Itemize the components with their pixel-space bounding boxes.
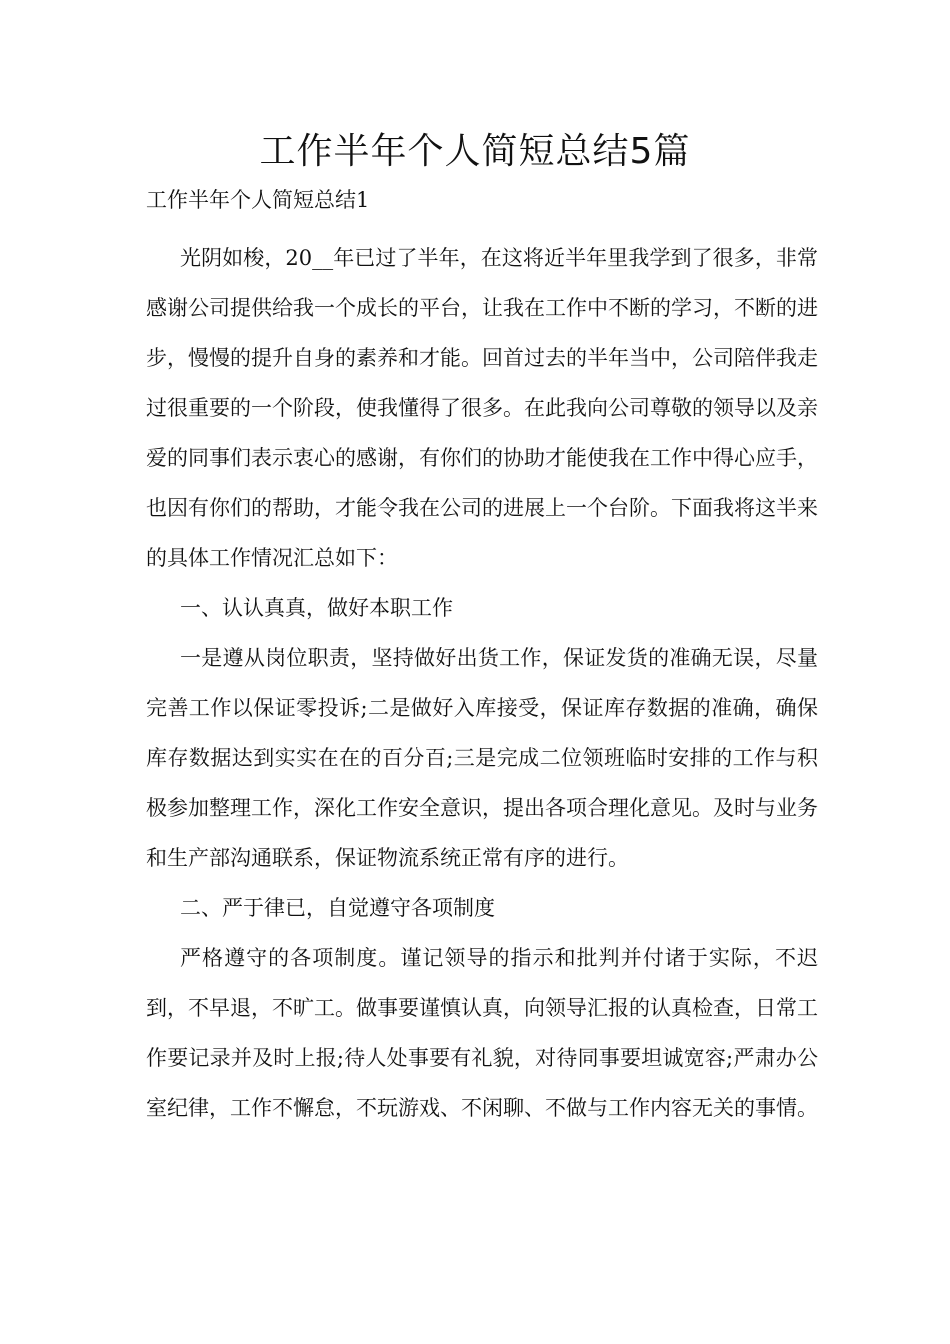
- paragraph-intro: 光阴如梭，20__年已过了半年，在这将近半年里我学到了很多，非常感谢公司提供给我一个成长的平台，让我在工作中不断的学习，不断的进步，慢慢的提升自身的素养和才能。回首过去的半年当中，公司陪伴我走过很重要的一个阶段，使我懂得了很多。在此我向公司尊敬的领导以及亲爱的同事们表示衷心的感谢，有你们的协助才能使我在工作中得心应手，也因有你们的帮助，才能令我在公司的进展上一个台阶。下面我将这半来的具体工作情况汇总如下：: [146, 246, 818, 570]
- paragraph-discipline: 严格遵守的各项制度。谨记领导的指示和批判并付诸于实际，不迟到，不早退，不旷工。做事要谨慎认真，向领导汇报的认真检查，日常工作要记录并及时上报;待人处事要有礼貌，对待同事要坦诚宽容;严肃办公室纪律，工作不懈怠，不玩游戏、不闲聊、不做与工作内容无关的事情。: [146, 946, 818, 1120]
- section-heading-1: 一、认认真真，做好本职工作: [180, 596, 453, 620]
- section-heading-2: 二、严于律已，自觉遵守各项制度: [180, 896, 495, 920]
- paragraph-duties: 一是遵从岗位职责，坚持做好出货工作，保证发货的准确无误，尽量完善工作以保证零投诉;二是做好入库接受，保证库存数据的准确，确保库存数据达到实实在在的百分百;三是完成二位领班临时安排的工作与积极参加整理工作，深化工作安全意识，提出各项合理化意见。及时与业务和生产部沟通联系，保证物流系统正常有序的进行。: [146, 646, 818, 870]
- document-title: 工作半年个人简短总结5篇: [259, 131, 691, 172]
- section-title: 工作半年个人简短总结1: [146, 188, 370, 212]
- document-body: [146, 233, 818, 1133]
